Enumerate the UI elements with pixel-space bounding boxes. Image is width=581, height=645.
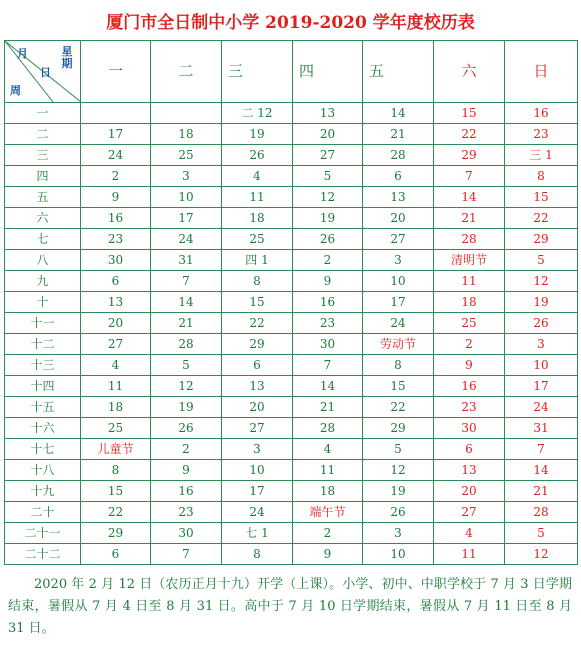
week-row [5,523,578,544]
date-cell-fri: 26 [363,502,434,523]
date-cell-tue: 7 [151,271,222,292]
week-number-cell: 十二 [5,334,81,355]
date-cell-wed: 22 [222,313,293,334]
date-cell-mon: 30 [81,250,151,271]
week-row [5,229,578,250]
date-cell-tue: 24 [151,229,222,250]
week-number-cell: 十六 [5,418,81,439]
date-cell-thu: 21 [293,397,363,418]
date-cell-sun: 28 [505,502,578,523]
header-day-fri: 五 [363,41,434,103]
date-cell-mon: 4 [81,355,151,376]
date-cell-tue: 2 [151,439,222,460]
date-cell-thu: 14 [293,376,363,397]
date-cell-fri: 3 [363,523,434,544]
date-cell-tue: 31 [151,250,222,271]
week-number-cell: 十九 [5,481,81,502]
header-row [5,41,578,103]
date-cell-sat: 21 [434,208,505,229]
date-cell-sat: 29 [434,145,505,166]
week-number-cell: 二十二 [5,544,81,565]
date-cell-sat: 13 [434,460,505,481]
date-cell-thu: 18 [293,481,363,502]
date-cell-wed: 3 [222,439,293,460]
school-start-note: 2020 年 2 月 12 日（农历正月十九）开学（上课）。小学、初中、中职学校于 7 月 3 日学期结束，暑假从 7 月 4 日至 8 月 31 日。高中于 7 月 10 日学期结束，暑假从 7 月 11 日至 8 月 31 日。 [8,577,572,636]
date-cell-sun: 8 [505,166,578,187]
week-number-cell: 九 [5,271,81,292]
date-cell-thu: 5 [293,166,363,187]
date-cell-fri: 6 [363,166,434,187]
week-number-cell: 五 [5,187,81,208]
week-row [5,313,578,334]
date-cell-thu: 13 [293,103,363,124]
date-cell-thu: 9 [293,271,363,292]
date-cell-wed: 18 [222,208,293,229]
date-cell-mon [81,103,151,124]
date-cell-sun: 31 [505,418,578,439]
date-cell-tue: 25 [151,145,222,166]
date-cell-mon: 18 [81,397,151,418]
date-cell-mon: 17 [81,124,151,145]
date-cell-mon: 22 [81,502,151,523]
week-number-cell: 十一 [5,313,81,334]
date-cell-wed: 七 1 [222,523,293,544]
date-cell-wed: 8 [222,544,293,565]
week-row [5,145,578,166]
week-number-cell: 十 [5,292,81,313]
date-cell-sat: 4 [434,523,505,544]
date-cell-thu: 30 [293,334,363,355]
date-cell-sun: 14 [505,460,578,481]
week-number-cell: 二 [5,124,81,145]
date-cell-tue [151,103,222,124]
date-cell-mon: 9 [81,187,151,208]
week-row [5,208,578,229]
date-cell-fri: 28 [363,145,434,166]
date-cell-sun: 17 [505,376,578,397]
date-cell-tue: 21 [151,313,222,334]
date-cell-sun: 22 [505,208,578,229]
date-cell-tue: 3 [151,166,222,187]
date-cell-sun: 12 [505,544,578,565]
date-cell-wed: 11 [222,187,293,208]
date-cell-wed: 29 [222,334,293,355]
date-cell-fri: 20 [363,208,434,229]
date-cell-sat: 28 [434,229,505,250]
date-cell-sat: 6 [434,439,505,460]
date-cell-mon: 20 [81,313,151,334]
date-cell-tue: 26 [151,418,222,439]
date-cell-sat: 14 [434,187,505,208]
week-number-cell: 二十一 [5,523,81,544]
date-cell-thu: 7 [293,355,363,376]
date-cell-fri: 29 [363,418,434,439]
corner-label-month: 月 [17,47,28,60]
date-cell-thu: 23 [293,313,363,334]
header-day-thu: 四 [293,41,363,103]
week-number-cell: 七 [5,229,81,250]
date-cell-sun: 7 [505,439,578,460]
week-row [5,418,578,439]
date-cell-tue: 19 [151,397,222,418]
week-row [5,250,578,271]
week-number-cell: 三 [5,145,81,166]
holiday-cell: 端午节 [293,502,363,523]
date-cell-sat: 18 [434,292,505,313]
date-cell-fri: 17 [363,292,434,313]
date-cell-wed: 10 [222,460,293,481]
date-cell-mon: 29 [81,523,151,544]
week-number-cell: 六 [5,208,81,229]
date-cell-sun: 29 [505,229,578,250]
date-cell-thu: 19 [293,208,363,229]
date-cell-mon: 11 [81,376,151,397]
date-cell-thu: 2 [293,250,363,271]
date-cell-fri: 5 [363,439,434,460]
week-row [5,334,578,355]
date-cell-sat: 11 [434,544,505,565]
date-cell-fri: 24 [363,313,434,334]
week-row [5,103,578,124]
date-cell-fri: 27 [363,229,434,250]
date-cell-sun: 24 [505,397,578,418]
date-cell-tue: 10 [151,187,222,208]
date-cell-sat: 20 [434,481,505,502]
date-cell-sun: 21 [505,481,578,502]
week-row [5,292,578,313]
date-cell-thu: 12 [293,187,363,208]
week-row [5,271,578,292]
corner-label-week: 周 [10,84,21,97]
header-day-tue: 二 [151,41,222,103]
date-cell-sat: 7 [434,166,505,187]
date-cell-fri: 10 [363,544,434,565]
date-cell-tue: 17 [151,208,222,229]
week-row [5,439,578,460]
date-cell-fri: 10 [363,271,434,292]
week-row [5,544,578,565]
date-cell-sat: 22 [434,124,505,145]
date-cell-wed: 24 [222,502,293,523]
date-cell-wed: 27 [222,418,293,439]
date-cell-wed: 13 [222,376,293,397]
date-cell-tue: 12 [151,376,222,397]
week-number-cell: 十四 [5,376,81,397]
date-cell-sun: 23 [505,124,578,145]
date-cell-tue: 23 [151,502,222,523]
date-cell-thu: 11 [293,460,363,481]
date-cell-sat: 16 [434,376,505,397]
date-cell-tue: 5 [151,355,222,376]
date-cell-wed: 8 [222,271,293,292]
date-cell-tue: 9 [151,460,222,481]
date-cell-wed: 19 [222,124,293,145]
corner-header-cell [5,41,81,103]
week-number-cell: 一 [5,103,81,124]
date-cell-mon: 6 [81,544,151,565]
week-number-cell: 八 [5,250,81,271]
week-number-cell: 十五 [5,397,81,418]
week-number-cell: 十七 [5,439,81,460]
date-cell-sun: 15 [505,187,578,208]
date-cell-fri: 13 [363,187,434,208]
week-row [5,166,578,187]
date-cell-sun: 16 [505,103,578,124]
date-cell-tue: 28 [151,334,222,355]
date-cell-thu: 27 [293,145,363,166]
week-row [5,502,578,523]
date-cell-sun: 26 [505,313,578,334]
date-cell-sat: 23 [434,397,505,418]
calendar-body [5,103,578,565]
date-cell-thu: 28 [293,418,363,439]
week-number-cell: 二十 [5,502,81,523]
date-cell-mon: 15 [81,481,151,502]
date-cell-wed: 四 1 [222,250,293,271]
header-day-sat: 六 [434,41,505,103]
date-cell-fri: 12 [363,460,434,481]
date-cell-thu: 16 [293,292,363,313]
date-cell-sat: 27 [434,502,505,523]
date-cell-mon: 2 [81,166,151,187]
date-cell-fri: 22 [363,397,434,418]
date-cell-mon: 8 [81,460,151,481]
date-cell-mon: 25 [81,418,151,439]
date-cell-fri: 19 [363,481,434,502]
date-cell-tue: 16 [151,481,222,502]
header-day-wed: 三 [222,41,293,103]
date-cell-wed: 17 [222,481,293,502]
date-cell-wed: 15 [222,292,293,313]
week-number-cell: 四 [5,166,81,187]
date-cell-mon: 23 [81,229,151,250]
date-cell-mon: 16 [81,208,151,229]
corner-label-day: 日 [40,66,51,79]
date-cell-fri: 14 [363,103,434,124]
date-cell-wed: 二 12 [222,103,293,124]
header-day-mon: 一 [81,41,151,103]
date-cell-wed: 6 [222,355,293,376]
holiday-cell: 劳动节 [363,334,434,355]
date-cell-sun: 10 [505,355,578,376]
week-row [5,397,578,418]
header-day-sun: 日 [505,41,578,103]
date-cell-thu: 2 [293,523,363,544]
date-cell-sat: 9 [434,355,505,376]
week-row [5,124,578,145]
date-cell-sat: 11 [434,271,505,292]
week-row [5,481,578,502]
week-number-cell: 十三 [5,355,81,376]
date-cell-sun: 19 [505,292,578,313]
date-cell-mon: 6 [81,271,151,292]
page-title: 厦门市全日制中小学 2019-2020 学年度校历表 [106,13,475,33]
date-cell-mon: 27 [81,334,151,355]
holiday-cell: 清明节 [434,250,505,271]
date-cell-mon: 13 [81,292,151,313]
week-number-cell: 十八 [5,460,81,481]
date-cell-fri: 8 [363,355,434,376]
date-cell-thu: 20 [293,124,363,145]
date-cell-sun: 5 [505,250,578,271]
date-cell-wed: 25 [222,229,293,250]
date-cell-fri: 3 [363,250,434,271]
date-cell-fri: 15 [363,376,434,397]
date-cell-sun: 3 [505,334,578,355]
week-row [5,355,578,376]
date-cell-thu: 4 [293,439,363,460]
date-cell-mon: 24 [81,145,151,166]
date-cell-thu: 9 [293,544,363,565]
school-calendar-table [4,40,578,565]
date-cell-sun: 5 [505,523,578,544]
date-cell-sat: 25 [434,313,505,334]
week-row [5,187,578,208]
week-row [5,376,578,397]
date-cell-thu: 26 [293,229,363,250]
corner-label-weekday: 星期 [61,45,73,70]
date-cell-sat: 15 [434,103,505,124]
date-cell-tue: 7 [151,544,222,565]
date-cell-tue: 30 [151,523,222,544]
date-cell-sun: 12 [505,271,578,292]
date-cell-tue: 14 [151,292,222,313]
week-row [5,460,578,481]
date-cell-sun: 三 1 [505,145,578,166]
holiday-cell: 儿童节 [81,439,151,460]
date-cell-wed: 26 [222,145,293,166]
date-cell-wed: 4 [222,166,293,187]
date-cell-fri: 21 [363,124,434,145]
date-cell-sat: 30 [434,418,505,439]
date-cell-wed: 20 [222,397,293,418]
date-cell-sat: 2 [434,334,505,355]
date-cell-tue: 18 [151,124,222,145]
